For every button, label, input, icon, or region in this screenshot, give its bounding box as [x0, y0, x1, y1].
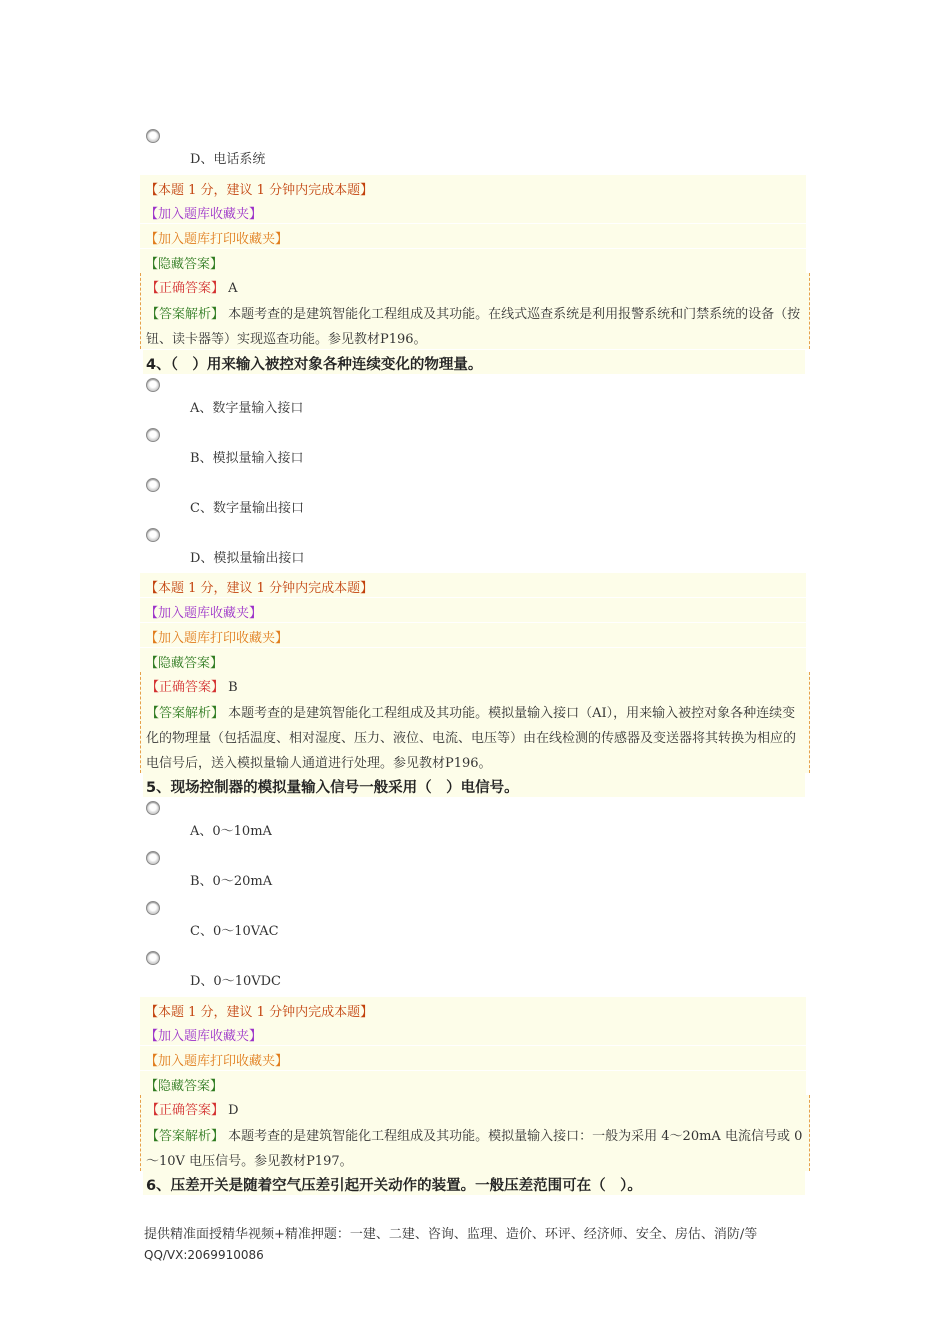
q3-correct-answer: A — [228, 281, 238, 296]
q3-correct-answer-label: 【正确答案】 — [146, 281, 225, 296]
radio-q5-option-d[interactable] — [146, 951, 160, 965]
q6-title: 6、压差开关是随着空气压差引起开关动作的装置。一般压差范围可在（ ）。 — [143, 1171, 805, 1195]
radio-q4-option-c[interactable] — [146, 478, 160, 492]
q5-analysis-label: 【答案解析】 — [146, 1129, 225, 1144]
radio-q5-option-b[interactable] — [146, 851, 160, 865]
q5-option-b-label: B、0～20mA — [190, 874, 273, 889]
q4-add-favorites-link[interactable]: 【加入题库收藏夹】 — [140, 598, 806, 622]
radio-q4-option-a[interactable] — [146, 378, 160, 392]
q4-correct-answer: B — [228, 680, 238, 695]
q3-hide-answer-link[interactable]: 【隐藏答案】 — [140, 249, 806, 273]
q5-time-note: 【本题 1 分，建议 1 分钟内完成本题】 — [140, 997, 806, 1021]
q4-time-note: 【本题 1 分，建议 1 分钟内完成本题】 — [140, 573, 806, 597]
q4-title: 4、（ ）用来输入被控对象各种连续变化的物理量。 — [143, 350, 805, 374]
q4-correct-answer-label: 【正确答案】 — [146, 680, 225, 695]
q4-option-b-label: B、模拟量输入接口 — [190, 451, 304, 466]
q4-answer-box — [140, 672, 810, 773]
q3-analysis-text: 本题考查的是建筑智能化工程组成及其功能。在线式巡查系统是利用报警系统和门禁系统的设备（按钮、读卡器等）实现巡查功能。参见教材P196。 — [146, 307, 801, 347]
q5-option-d-label: D、0～10VDC — [190, 974, 281, 989]
q5-add-favorites-link[interactable]: 【加入题库收藏夹】 — [140, 1021, 806, 1045]
radio-q3-option-d[interactable] — [146, 129, 160, 143]
q4-option-c-label: C、数字量输出接口 — [190, 501, 304, 516]
footer-contact: QQ/VX:2069910086 — [144, 1248, 264, 1262]
q5-add-print-favorites-link[interactable]: 【加入题库打印收藏夹】 — [140, 1046, 806, 1070]
radio-q5-option-c[interactable] — [146, 901, 160, 915]
q5-option-c-label: C、0～10VAC — [190, 924, 279, 939]
radio-q4-option-b[interactable] — [146, 428, 160, 442]
q4-analysis-text: 本题考查的是建筑智能化工程组成及其功能。模拟量输入接口（AI），用来输入被控对象各种连续变化的物理量（包括温度、相对湿度、压力、液位、电流、电压等）由在线检测的传感器及变送器将其转换为相应的电信号后，送入模拟量输人通道进行处理。参见教材P196。 — [146, 706, 797, 771]
footer-text: 提供精准面授精华视频+精准押题：一建、二建、咨询、监理、造价、环评、经济师、安全、房估、消防/等 — [144, 1227, 758, 1242]
q5-option-a-label: A、0～10mA — [190, 824, 272, 839]
q4-option-a-label: A、数字量输入接口 — [190, 401, 304, 416]
q5-hide-answer-link[interactable]: 【隐藏答案】 — [140, 1071, 806, 1095]
q3-time-note: 【本题 1 分，建议 1 分钟内完成本题】 — [140, 175, 806, 199]
q4-hide-answer-link[interactable]: 【隐藏答案】 — [140, 648, 806, 672]
q5-correct-answer-label: 【正确答案】 — [146, 1103, 225, 1118]
q3-answer-box — [140, 273, 810, 349]
q5-analysis-text: 本题考查的是建筑智能化工程组成及其功能。模拟量输入接口：一般为采用 4～20mA 电流信号或 0～10V 电压信号。参见教材P197。 — [146, 1129, 803, 1169]
radio-q5-option-a[interactable] — [146, 801, 160, 815]
q5-title: 5、现场控制器的模拟量输入信号一般采用（ ）电信号。 — [143, 773, 805, 797]
q3-add-print-favorites-link[interactable]: 【加入题库打印收藏夹】 — [140, 224, 806, 248]
q3-analysis-label: 【答案解析】 — [146, 307, 225, 322]
q4-option-d-label: D、模拟量输出接口 — [190, 551, 305, 566]
radio-q4-option-d[interactable] — [146, 528, 160, 542]
q3-add-favorites-link[interactable]: 【加入题库收藏夹】 — [140, 199, 806, 223]
q3-option-d-label: D、电话系统 — [190, 152, 266, 167]
footer-note — [144, 1225, 814, 1266]
q5-answer-box — [140, 1095, 810, 1171]
q4-add-print-favorites-link[interactable]: 【加入题库打印收藏夹】 — [140, 623, 806, 647]
q4-analysis-label: 【答案解析】 — [146, 706, 225, 721]
q5-correct-answer: D — [228, 1103, 239, 1118]
